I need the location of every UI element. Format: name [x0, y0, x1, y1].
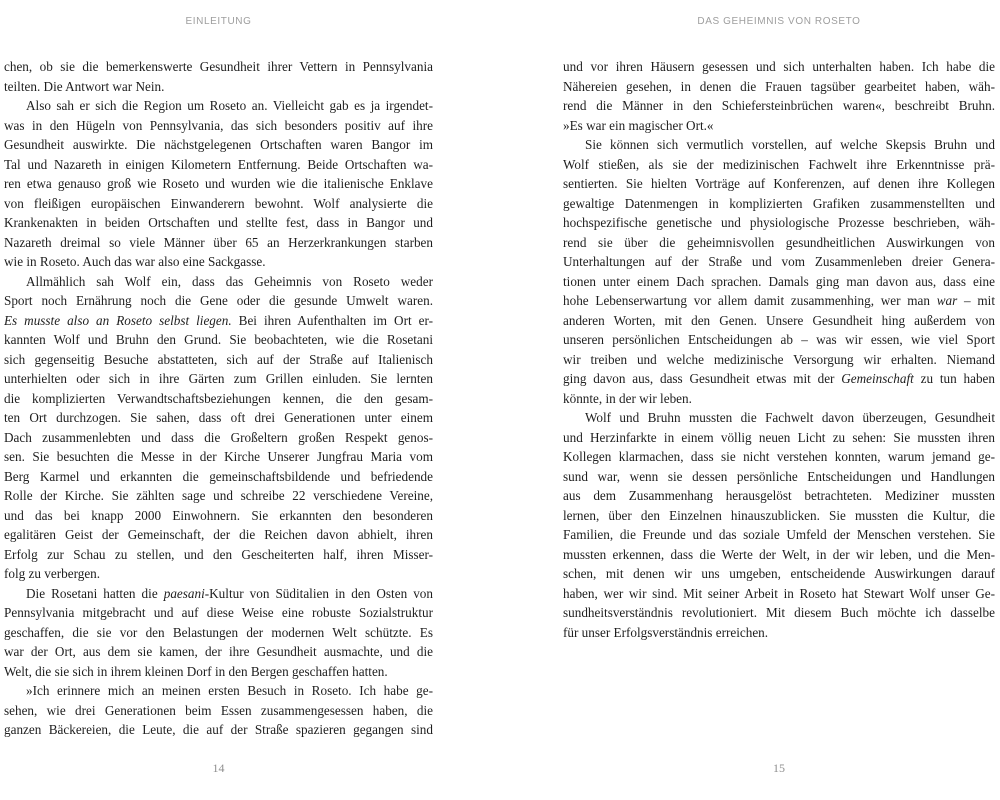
italic-text: paesani	[163, 585, 205, 601]
text-line	[563, 486, 995, 506]
text-segment: Bei ihren Aufenthalten im Ort er-	[231, 312, 433, 328]
text-segment: hochspezifische genetische und physiologische Prozesse beschrieben, wäh-	[563, 215, 995, 230]
text-block-left	[4, 57, 433, 740]
text-segment: -Kultur von Süditalien in den Osten von	[204, 585, 433, 601]
text-line	[4, 213, 433, 233]
text-segment: ren etwa genauso groß wie Roseto und wurden wie die italienische Enklave	[4, 176, 433, 191]
text-line	[4, 681, 433, 701]
text-line	[4, 584, 433, 604]
text-segment: chen, ob sie die bemerkenswerte Gesundheit ihrer Vettern in Pennsylvania	[4, 59, 433, 74]
text-segment: wie in Roseto. Auch das war also eine Sackgasse.	[4, 254, 266, 269]
text-line	[4, 506, 433, 526]
text-segment: für unser Erfolgsverständnis erreichen.	[563, 624, 769, 640]
text-line	[4, 467, 433, 487]
text-segment: Unterhaltungen auf der Straße und vom Zusammenleben dreier Genera-	[563, 254, 995, 269]
text-segment: Krankenakten in beiden Ortschaften und stellte fest, dass in Bangor und	[4, 215, 433, 230]
text-line	[4, 57, 433, 77]
text-line	[563, 330, 995, 350]
text-segment: war der Ort, aus dem sie kamen, der ihre Gesundheit ausmachte, und die	[4, 644, 433, 659]
text-segment: Erfolg zur Schau zu stellen, und den Gescheiterten half, ihren Misser-	[4, 546, 433, 562]
text-segment: schen, mit denen wir uns umgeben, entscheidende Auswirkungen darauf	[563, 566, 995, 581]
text-line	[4, 701, 433, 721]
text-line	[4, 350, 433, 370]
text-segment: was in den Hügeln von Pennsylvania, das sich besonders positiv auf ihre	[4, 117, 433, 133]
text-segment: folg zu verbergen.	[4, 566, 101, 581]
text-line	[563, 447, 995, 467]
text-segment: Wolf und Bruhn mussten die Fachwelt davon überzeugen, Gesundheit	[585, 410, 995, 425]
text-line	[563, 584, 995, 604]
text-line	[563, 428, 995, 448]
text-segment: unterhielten oder sich in ihre Gärten zum Grillen einluden. Sie lernten	[4, 371, 433, 386]
text-line	[4, 311, 433, 331]
running-header-left: EINLEITUNG	[185, 16, 252, 27]
text-line	[4, 291, 433, 311]
text-segment: rend sie über die geheimnisvollen gesundheitlichen Auswirkungen von	[563, 234, 995, 250]
text-line	[563, 311, 995, 331]
text-segment: die komplizierten Verwandtschaftsbeziehungen kennen, die den gesam-	[4, 390, 433, 406]
text-segment: Sie können sich vermutlich vorstellen, auf welche Skepsis Bruhn und	[585, 137, 995, 152]
text-segment: haben, wer wir sind. Mit seiner Arbeit in Roseto hat Stewart Wolf unser Ge-	[563, 585, 995, 601]
text-line	[4, 428, 433, 448]
italic-text: Gemeinschaft	[841, 371, 914, 386]
text-segment: Allmählich sah Wolf ein, dass das Geheimnis von Roseto weder	[26, 273, 433, 289]
text-line	[563, 291, 995, 311]
text-segment: sen. Sie besuchten die Messe in der Kirche Unserer Jungfrau Maria vom	[4, 449, 433, 464]
text-segment: Also sah er sich die Region um Roseto an. Vielleicht gab es ja irgendet-	[26, 98, 433, 113]
text-segment: könnte, in der wir leben.	[563, 390, 692, 406]
text-line	[563, 116, 995, 136]
text-segment: Tal und Nazareth in einigen Kilometern Entfernung. Beide Ortschaften wa-	[4, 156, 433, 172]
text-segment: aus dem Zusammenhang herausgelöst betrachteten. Mediziner mussten	[563, 488, 995, 503]
text-segment: und das bei knapp 2000 Einwohnern. Sie erkannten den besonderen	[4, 507, 433, 523]
text-line	[4, 135, 433, 155]
text-line	[563, 389, 995, 409]
text-line	[563, 623, 995, 643]
text-segment: sundheitsverständnis revolutioniert. Mit diesem Buch möchte ich dasselbe	[563, 605, 995, 620]
text-segment: Nazareth dreimal so viele Männer über 65 an Herzerkrankungen starben	[4, 234, 433, 250]
text-line	[563, 350, 995, 370]
text-segment: wir treiben und welche medizinische Versorgung wir erhalten. Niemand	[563, 351, 995, 367]
text-line	[4, 194, 433, 214]
text-segment: Sport noch Ernährung noch die Gene oder die gesunde Umwelt waren.	[4, 293, 433, 308]
text-segment: ganzen Bäckereien, die Leute, die auf der Straße spazieren gegangen sind	[4, 722, 433, 737]
text-segment: tionen unter einem Dach sprachen. Damals ging man davon aus, dass eine	[563, 273, 995, 289]
text-segment: Pennsylvania mitgebracht und auf diese Weise eine robuste Sozialstruktur	[4, 605, 433, 620]
text-line	[4, 603, 433, 623]
italic-text: Es musste also an Roseto selbst liegen.	[4, 312, 232, 328]
page-number-left: 14	[212, 761, 225, 775]
text-segment: – mit	[957, 293, 995, 308]
running-header-right: DAS GEHEIMNIS VON ROSETO	[697, 16, 861, 27]
text-line	[4, 96, 433, 116]
text-line	[4, 662, 433, 682]
text-line	[563, 545, 995, 565]
text-line	[563, 408, 995, 428]
text-line	[4, 77, 433, 97]
text-line	[4, 564, 433, 584]
text-line	[4, 233, 433, 253]
text-line	[563, 603, 995, 623]
italic-text: war	[936, 293, 958, 308]
text-block-right	[563, 57, 995, 642]
text-segment: sentierten. Sie hielten Vorträge auf Konferenzen, auf denen ihre Kollegen	[563, 176, 995, 191]
page-number-right: 15	[773, 761, 785, 775]
text-segment: Berg Karmel und erkannten die gemeinschaftsbildende und befriedende	[4, 468, 433, 484]
text-line	[4, 174, 433, 194]
text-line	[563, 369, 995, 389]
text-segment: »Es war ein magischer Ort.«	[563, 117, 714, 133]
text-line	[4, 155, 433, 175]
text-segment: und vor ihren Häusern gesessen und sich unterhalten haben. Ich habe die	[563, 59, 995, 74]
text-line	[563, 57, 995, 77]
text-line	[4, 272, 433, 292]
text-segment: von fleißigen europäischen Einwanderern bewohnt. Wolf analysierte die	[4, 195, 433, 211]
text-line	[563, 467, 995, 487]
text-line	[4, 545, 433, 565]
text-segment: Kollegen klarmachen, dass sie nicht verstehen konnten, warum jemand ge-	[563, 449, 995, 464]
text-segment: Rolle der Kirche. Sie zählten sage und schreibe 22 verschiedene Vereine,	[4, 488, 433, 503]
text-segment: anderen Worten, mit den Genen. Unsere Gesundheit hing außerdem von	[563, 312, 995, 328]
text-segment: teilten. Die Antwort war Nein.	[4, 78, 165, 94]
text-segment: zu tun haben	[913, 371, 995, 386]
text-segment: Familien, die Freunde und das soziale Umfeld der Menschen verstehen. Sie	[563, 527, 995, 542]
text-segment: gewaltige Datenmengen in komplizierten Grafiken zusammenstellten und	[563, 195, 995, 211]
text-line	[563, 77, 995, 97]
text-segment: Wolf stießen, als sie der medizinischen Fachwelt ihre Erkenntnisse prä-	[563, 156, 995, 172]
text-segment: kannten Wolf und Bruhn den Grund. Sie beobachteten, wie die Rosetani	[4, 332, 433, 347]
text-line	[563, 233, 995, 253]
text-segment: rend die Männer in den Schiefersteinbrüchen waren«, beschreibt Bruhn.	[563, 98, 995, 113]
text-line	[4, 252, 433, 272]
text-line	[4, 330, 433, 350]
text-segment: lernen, über den Einzelnen hinauszublicken. Sie mussten die Kultur, die	[563, 507, 995, 523]
text-segment: ten Ort durchzogen. Sie sahen, dass oft drei Generationen unter einem	[4, 410, 433, 425]
text-segment: geschaffen, die sie vor den Belastungen der modernen Welt schützte. Es	[4, 624, 433, 640]
text-line	[563, 135, 995, 155]
text-segment: Nähereien gesehen, in denen die Frauen tagsüber gearbeitet haben, wäh-	[563, 78, 995, 94]
text-line	[563, 194, 995, 214]
text-line	[4, 408, 433, 428]
text-line	[563, 525, 995, 545]
text-line	[4, 116, 433, 136]
text-line	[563, 213, 995, 233]
text-segment: sich gegenseitig Besuche abstatteten, sich auf der Straße auf Italienisch	[4, 351, 433, 367]
text-line	[4, 369, 433, 389]
text-line	[563, 272, 995, 292]
text-segment: unseren persönlichen Entscheidungen ab – was wir essen, wie viel Sport	[563, 332, 995, 347]
text-segment: Dach zusammenlebten und dass die Großeltern großen Respekt genos-	[4, 429, 433, 445]
text-segment: sehen, wie drei Generationen beim Essen zusammengesessen haben, die	[4, 702, 433, 718]
text-line	[4, 447, 433, 467]
text-segment: mussten erkennen, dass die Werte der Welt, in der wir leben, und die Men-	[563, 546, 995, 562]
text-segment: hohe Lebenserwartung vor allem damit zusammenhing, wer man	[563, 293, 937, 308]
text-segment: sund war, wenn sie dessen persönliche Entscheidungen und Handlungen	[563, 468, 995, 484]
text-line	[4, 720, 433, 740]
text-segment: ging davon aus, dass Gesundheit etwas mit der	[563, 371, 842, 386]
text-line	[4, 486, 433, 506]
text-line	[4, 623, 433, 643]
text-line	[4, 525, 433, 545]
text-line	[4, 642, 433, 662]
text-line	[4, 389, 433, 409]
text-line	[563, 564, 995, 584]
text-segment: egalitären Geist der Gemeinschaft, der die Reichen davon abhielt, ihren	[4, 527, 433, 542]
text-line	[563, 155, 995, 175]
text-segment: und Herzinfarkte in einem völlig neuen Licht zu sehen: Sie mussten ihren	[563, 429, 995, 445]
text-line	[563, 252, 995, 272]
text-segment: Die Rosetani hatten die	[26, 585, 164, 601]
text-segment: »Ich erinnere mich an meinen ersten Besuch in Roseto. Ich habe ge-	[26, 683, 433, 698]
text-line	[563, 96, 995, 116]
text-line	[563, 506, 995, 526]
text-segment: Gesundheit auswirkte. Die nächstgelegenen Ortschaften waren Bangor im	[4, 137, 433, 152]
text-line	[563, 174, 995, 194]
text-segment: Welt, die sie sich in ihrem kleinen Dorf in den Bergen geschaffen hatten.	[4, 663, 388, 679]
